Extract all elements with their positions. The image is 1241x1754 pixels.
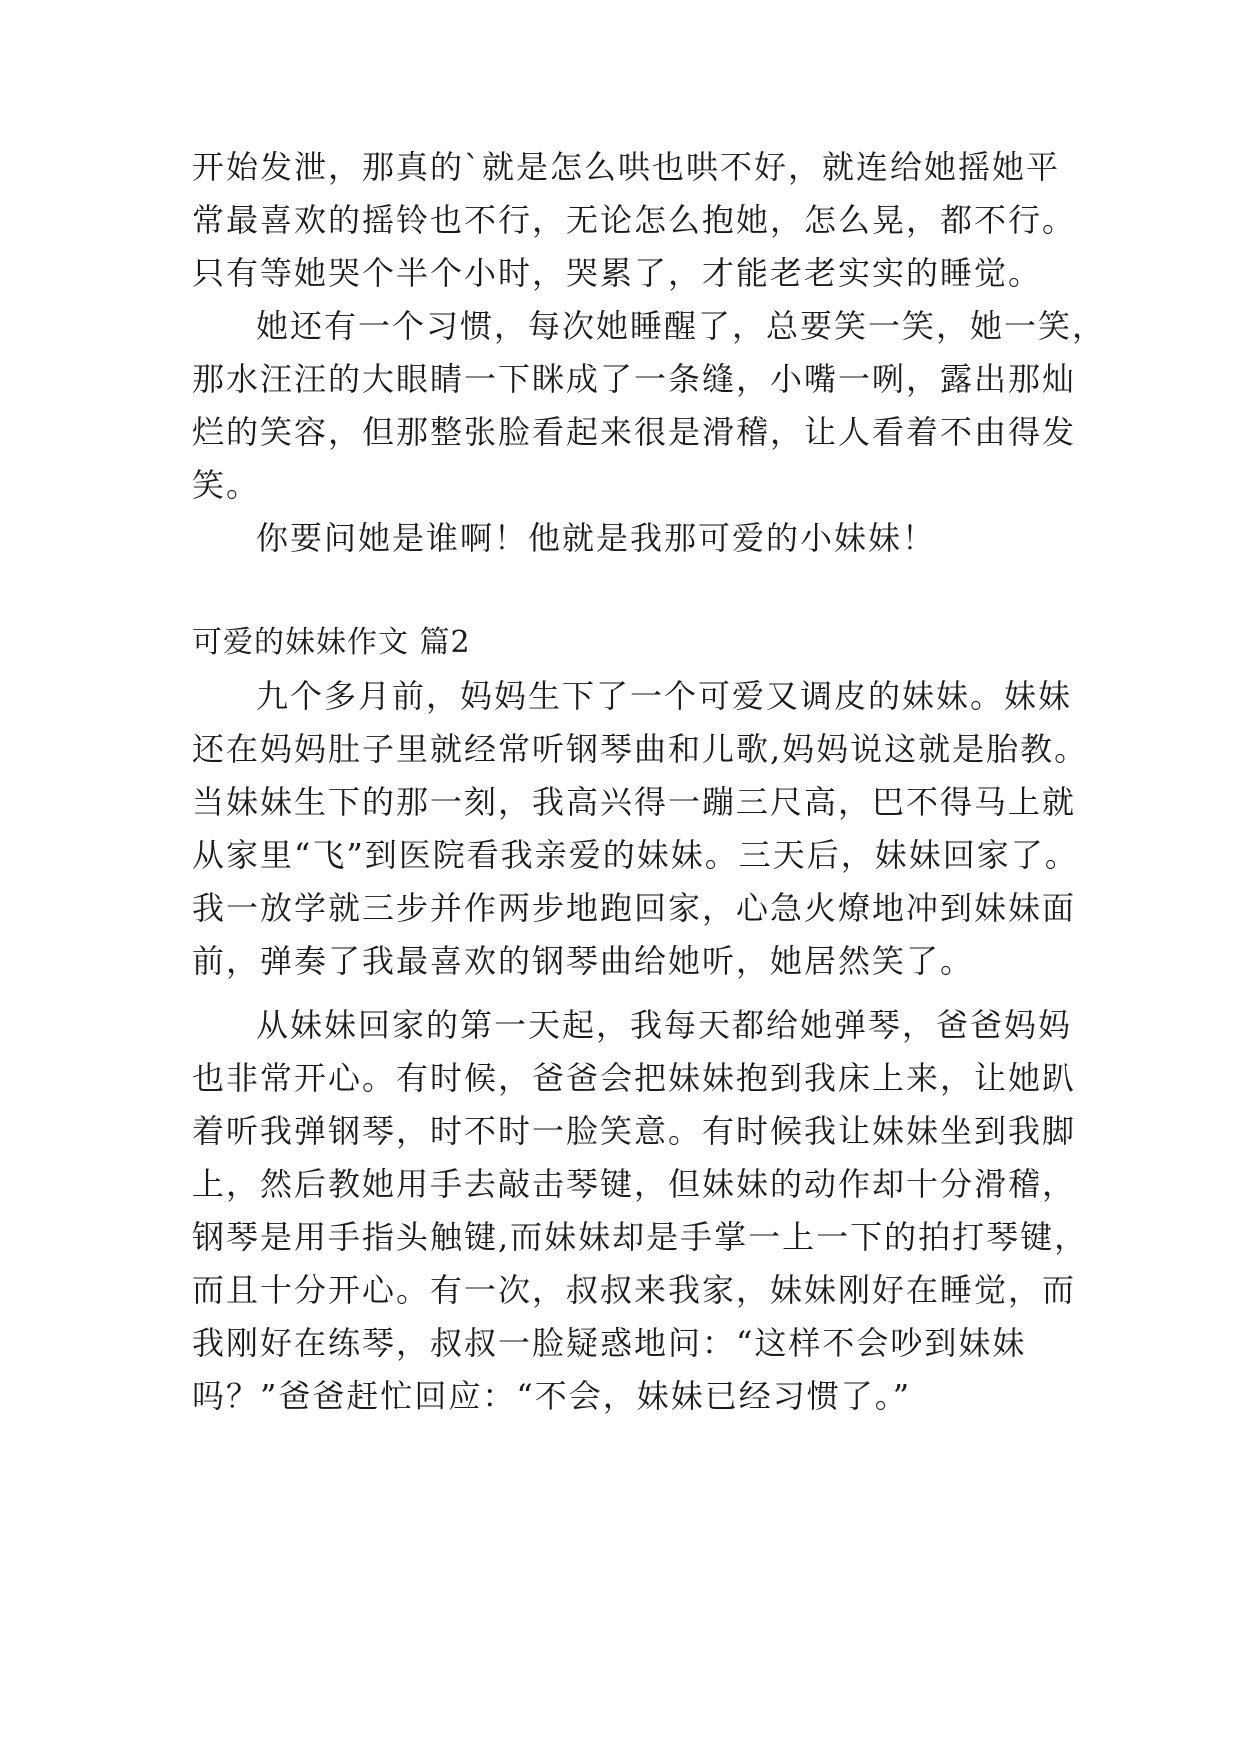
paragraph-line: 笑。 [192,466,261,504]
paragraph-line: 当妹妹生下的那一刻，我高兴得一蹦三尺高，巴不得马上就 [192,783,1077,821]
paragraph-line: 还在妈妈肚子里就经常听钢琴曲和儿歌,妈妈说这就是胎教。 [192,730,1089,768]
paragraph-line: 上，然后教她用手去敲击琴键，但妹妹的动作却十分滑稽， [192,1165,1077,1203]
paragraph-line: 也非常开心。有时候，爸爸会把妹妹抱到我床上来，让她趴 [192,1059,1077,1097]
paragraph-line: 你要问她是谁啊！他就是我那可爱的小妹妹！ [256,519,937,557]
paragraph-line: 九个多月前，妈妈生下了一个可爱又调皮的妹妹。妹妹 [256,677,1073,715]
paragraph-line: 从妹妹回家的第一天起，我每天都给她弹琴，爸爸妈妈 [256,1006,1073,1044]
paragraph-line: 从家里“飞”到医院看我亲爱的妹妹。三天后，妹妹回家了。 [192,836,1079,874]
paragraph-line: 我刚好在练琴，叔叔一脸疑惑地问：“这样不会吵到妹妹 [192,1324,1027,1362]
paragraph-line: 烂的笑容，但那整张脸看起来很是滑稽，让人看着不由得发 [192,413,1077,451]
section-heading: 可爱的妹妹作文 篇2 [192,625,471,660]
paragraph-line: 只有等她哭个半个小时，哭累了，才能老老实实的睡觉。 [192,254,1043,292]
paragraph-line: 前，弹奏了我最喜欢的钢琴曲给她听，她居然笑了。 [192,942,975,980]
paragraph-line: 那水汪汪的大眼睛一下眯成了一条缝，小嘴一咧，露出那灿 [192,360,1077,398]
paragraph-line: 开始发泄，那真的`就是怎么哄也哄不好，就连给她摇她平 [192,148,1061,186]
paragraph-line: 常最喜欢的摇铃也不行，无论怎么抱她，怎么晃，都不行。 [192,201,1077,239]
paragraph-line: 我一放学就三步并作两步地跑回家，心急火燎地冲到妹妹面 [192,889,1077,927]
paragraph-line: 钢琴是用手指头触键,而妹妹却是手掌一上一下的拍打琴键， [192,1218,1089,1256]
paragraph-line: 她还有一个习惯，每次她睡醒了，总要笑一笑，她一笑， [256,307,1107,345]
paragraph-line: 着听我弹钢琴，时不时一脸笑意。有时候我让妹妹坐到我脚 [192,1112,1077,1150]
paragraph-line: 吗？”爸爸赶忙回应：“不会，妹妹已经习惯了。” [192,1377,912,1415]
paragraph-line: 而且十分开心。有一次，叔叔来我家，妹妹刚好在睡觉，而 [192,1271,1077,1309]
